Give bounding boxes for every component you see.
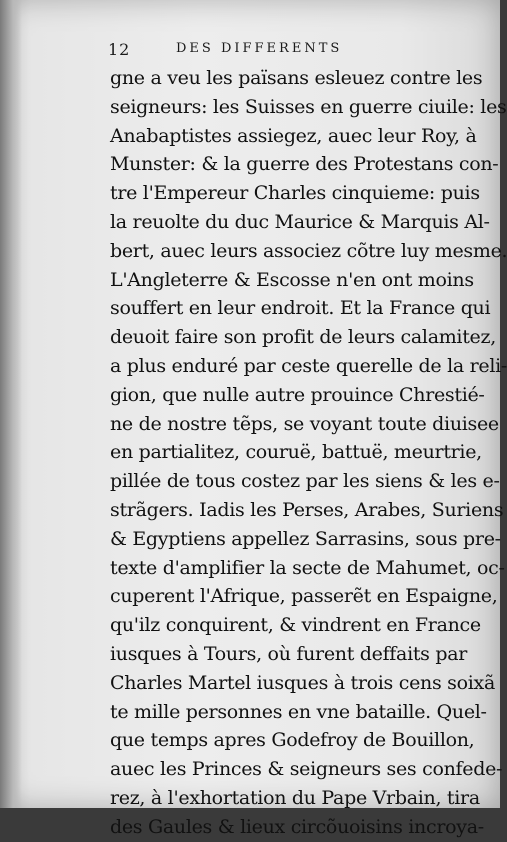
text-line: Charles Martel iusques à trois cens soixã xyxy=(110,671,495,694)
text-line: rez, à l'exhortation du Pape Vrbain, tira xyxy=(110,786,480,809)
text-line: tre l'Empereur Charles cinquieme: puis xyxy=(110,182,480,205)
text-line: pillée de tous costez par les siens & les e- xyxy=(110,470,500,493)
text-line: souffert en leur endroit. Et la France qui xyxy=(110,297,491,320)
text-line: te mille personnes en vne bataille. Quel- xyxy=(110,700,487,723)
text-line: des Gaules & lieux circõuoisins incroya- xyxy=(110,815,484,838)
text-line: a plus enduré par ceste querelle de la reli- xyxy=(110,354,507,377)
running-head: DES DIFFERENTS xyxy=(176,41,343,56)
text-line: gne a veu les païsans esleuez contre les xyxy=(110,67,483,89)
text-line: gion, que nulle autre prouince Chrestié- xyxy=(110,383,485,406)
text-line: seigneurs: les Suisses en guerre ciuile: les xyxy=(110,95,507,118)
text-line: deuoit faire son profit de leurs calamitez, xyxy=(110,326,496,349)
page-header xyxy=(108,40,468,60)
text-line: en partialitez, couruë, battuë, meurtrie, xyxy=(110,441,482,464)
text-line: strãgers. Iadis les Perses, Arabes, Suriens xyxy=(110,498,504,521)
text-line: cuperent l'Afrique, passerẽt en Espaigne, xyxy=(110,585,498,608)
text-line: bert, auec leurs associez cõtre luy mesme. xyxy=(110,239,507,262)
body-text xyxy=(110,64,507,842)
text-line: auec les Princes & seigneurs ses confede- xyxy=(110,758,503,781)
page-gutter xyxy=(0,0,22,808)
text-line: que temps apres Godefroy de Bouillon, xyxy=(110,729,475,752)
text-line: Anabaptistes assiegez, auec leur Roy, à xyxy=(110,124,477,147)
text-line: L'Angleterre & Escosse n'en ont moins xyxy=(110,268,474,291)
text-line: qu'ilz conquirent, & vindrent en France xyxy=(110,614,481,637)
page-number: 12 xyxy=(108,40,131,59)
text-line: la reuolte du duc Maurice & Marquis Al- xyxy=(110,210,490,233)
text-line: texte d'amplifier la secte de Mahumet, oc- xyxy=(110,556,505,579)
text-line: Munster: & la guerre des Protestans con- xyxy=(110,153,499,176)
text-line: iusques à Tours, où furent deffaits par xyxy=(110,642,468,665)
text-line: ne de nostre tẽps, se voyant toute diuisee xyxy=(110,412,499,435)
text-line: & Egyptiens appellez Sarrasins, sous pre- xyxy=(110,527,501,550)
